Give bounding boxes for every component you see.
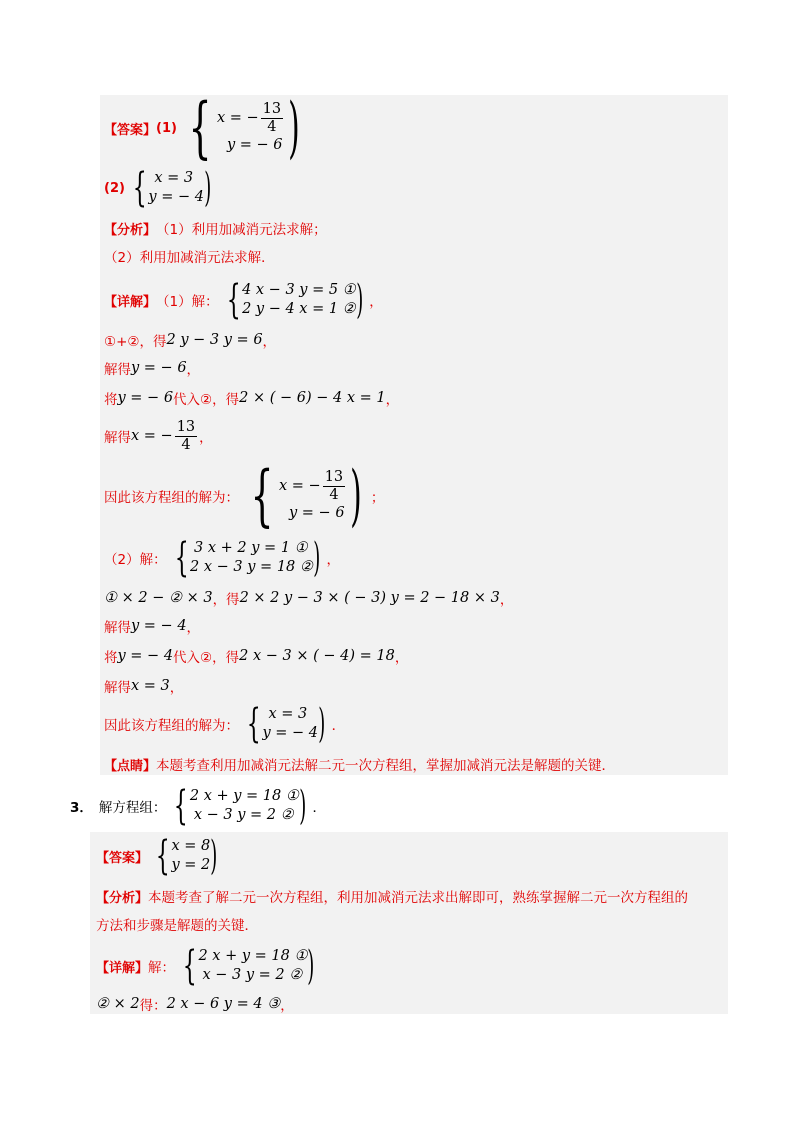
analysis-line-1: 【分析】 （1）利用加减消元法求解； — [104, 222, 327, 238]
comment-line: 【点睛】 本题考查利用加减消元法解二元一次方程组，掌握加减消元法是解题的关键． — [104, 758, 616, 774]
q3-step-1: ② × 2 得： 2 x − 6 y = 4 ③ ， — [96, 996, 294, 1014]
answer-line-1 — [104, 89, 309, 166]
answer-part1-label: (1) — [156, 120, 177, 136]
q3-detail-system: { 2 x + y = 18 ① x − 3 y = 2 ② ) — [182, 943, 315, 989]
detail-line-2: （2）解： { 3 x + 2 y = 1 ① 2 x − 3 y = 18 ② ) ， — [104, 535, 340, 581]
step-5: ① × 2 − ② × 3 ，得 2 × 2 y − 3 × ( − 3) y = 2 − 18 × 3 ， — [104, 590, 514, 608]
solution-1-system: { x = − $\frac{13}{4}$ y = − 6 ) — [250, 457, 362, 534]
detail-line-1: 【详解】 （1）解： { 4 x − 3 y = 5 ① 2 y − 4 x = 1 ② ) ， — [104, 277, 383, 323]
step-2: 解得 y = − 6 ， — [104, 360, 201, 378]
question-3-system: { 2 x + y = 18 ① x − 3 y = 2 ② ) — [174, 783, 307, 829]
question-number: 3． — [70, 800, 93, 816]
step-1: ①+②，得 2 y − 3 y = 6 ， — [104, 332, 277, 350]
q3-analysis-line-1: 【分析】 本题考查了解二元一次方程组，利用加减消元法求出解即可，熟练掌握解二元一次方程组的 — [96, 890, 689, 906]
step-7: 将 y = − 4 代入②，得 2 x − 3 × ( − 4) = 18 ， — [104, 648, 409, 666]
q3-answer-system: { x = 8 y = 2 ) — [155, 833, 218, 879]
system-2: { 3 x + 2 y = 1 ① 2 x − 3 y = 18 ② ) — [174, 535, 321, 581]
step-6: 解得 y = − 4 ， — [104, 618, 201, 636]
q3-answer-line: 【答案】 { x = 8 y = 2 ) — [96, 834, 224, 878]
answer-part2-label: (2) — [104, 180, 125, 196]
q3-analysis-line-2: 方法和步骤是解题的关键． — [96, 918, 258, 934]
system-1: { 4 x − 3 y = 5 ① 2 y − 4 x = 1 ② ) — [226, 277, 363, 323]
step-4: 解得 x = − $\frac{13}{4}$ ， — [104, 418, 213, 453]
question-3: 3． 解方程组： { 2 x + y = 18 ① x − 3 y = 2 ② ) ． — [70, 783, 326, 829]
answer-part2-system: { x = 3 y = − 4 ) — [132, 165, 212, 211]
answer-tag: 【答案】 — [104, 122, 157, 138]
q3-detail-line: 【详解】 解： { 2 x + y = 18 ① x − 3 y = 2 ② ) — [96, 944, 321, 988]
solution-2: 因此该方程组的解为： { x = 3 y = − 4 ) ． — [104, 701, 346, 747]
analysis-line-2: （2）利用加减消元法求解． — [104, 250, 275, 266]
step-3: 将 y = − 6 代入②，得 2 × ( − 6) − 4 x = 1 ， — [104, 390, 400, 408]
solution-2-system: { x = 3 y = − 4 ) — [246, 701, 326, 747]
answer-part1-system: { x = − $\frac{13}{4}$ y = − 6 ) — [188, 89, 300, 166]
step-8: 解得 x = 3 ， — [104, 678, 184, 696]
solution-1: 因此该方程组的解为： { x = − $\frac{13}{4}$ y = − 6 ) ； — [104, 457, 385, 534]
answer-line-2 — [104, 166, 218, 210]
